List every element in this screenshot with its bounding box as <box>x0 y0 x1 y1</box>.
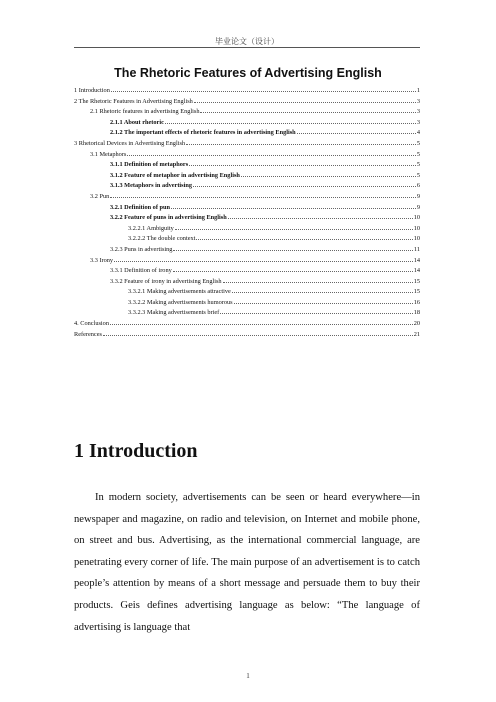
toc-entry-label: 3.3.2.2 Making advertisements humorous <box>128 298 233 306</box>
toc-leader-dots <box>173 250 412 251</box>
toc-entry-page: 14 <box>413 256 420 264</box>
page-header: 毕业论文（设计） <box>215 37 279 46</box>
toc-entry[interactable] <box>74 86 420 97</box>
toc-leader-dots <box>200 112 415 113</box>
toc-entry-label: 3.1.3 Metaphors in advertising <box>110 182 193 190</box>
toc-entry-page: 15 <box>413 277 420 285</box>
toc-entry-label: 3.2 Pun <box>90 192 110 200</box>
toc-entry-label: 3 Rhetorical Devices in Advertising English <box>74 139 186 147</box>
toc-entry-label: 3.2.2.1 Ambiguity <box>128 224 174 232</box>
toc-entry-label: 3.2.2.2 The double context <box>128 235 196 243</box>
section-heading: 1 Introduction <box>74 440 198 462</box>
toc-entry-page: 10 <box>413 235 420 243</box>
toc-entry[interactable] <box>74 277 420 288</box>
toc-leader-dots <box>193 186 416 187</box>
toc-entry[interactable] <box>74 245 420 256</box>
toc-entry-page: 5 <box>416 150 420 158</box>
toc-entry-label: 3.2.1 Definition of pun <box>110 203 171 211</box>
toc-entry[interactable] <box>74 330 420 341</box>
toc-entry-label: 3.3 Irony <box>90 256 114 264</box>
toc-leader-dots <box>220 313 412 314</box>
toc-entry-page: 9 <box>416 192 420 200</box>
toc-entry-page: 16 <box>413 298 420 306</box>
toc-entry-label: 3.3.1 Definition of irony <box>110 267 172 275</box>
toc-leader-dots <box>228 218 413 219</box>
toc-leader-dots <box>175 229 413 230</box>
toc-entry-page: 21 <box>413 330 420 338</box>
toc-entry[interactable] <box>74 319 420 330</box>
page-number: 1 <box>246 672 250 680</box>
toc-entry[interactable] <box>74 256 420 267</box>
toc-entry[interactable] <box>74 139 420 150</box>
toc-entry[interactable] <box>74 192 420 203</box>
toc-leader-dots <box>223 282 413 283</box>
toc-leader-dots <box>127 155 415 156</box>
toc-leader-dots <box>173 271 413 272</box>
toc-entry[interactable] <box>74 160 420 171</box>
toc-entry-page: 15 <box>413 288 420 296</box>
document-title: The Rhetoric Features of Advertising English <box>114 66 382 80</box>
toc-entry-page: 5 <box>416 161 420 169</box>
toc-entry[interactable] <box>74 171 420 182</box>
toc-entry-label: References <box>74 330 102 338</box>
toc-leader-dots <box>186 144 416 145</box>
toc-entry-label: 3.1 Metaphors <box>90 150 127 158</box>
toc-leader-dots <box>194 102 416 103</box>
toc-leader-dots <box>103 335 413 336</box>
toc-entry-label: 3.3.2 Feature of irony in advertising English <box>110 277 222 285</box>
toc-entry-page: 5 <box>416 139 420 147</box>
toc-entry-page: 20 <box>413 320 420 328</box>
toc-leader-dots <box>165 123 416 124</box>
toc-entry[interactable] <box>74 203 420 214</box>
header-divider <box>74 47 420 48</box>
toc-entry-label: 3.2.3 Puns in advertising <box>110 245 173 253</box>
toc-entry-page: 10 <box>413 224 420 232</box>
toc-entry[interactable] <box>74 97 420 108</box>
toc-entry-page: 10 <box>413 214 420 222</box>
toc-entry-label: 1 Introduction <box>74 87 110 94</box>
toc-entry-page: 4 <box>416 129 420 137</box>
toc-entry[interactable] <box>74 234 420 245</box>
toc-leader-dots <box>232 292 413 293</box>
toc-entry[interactable] <box>74 266 420 277</box>
toc-entry[interactable] <box>74 224 420 235</box>
toc-entry-label: 3.1.2 Feature of metaphor in advertising English <box>110 171 240 179</box>
toc-entry[interactable] <box>74 287 420 298</box>
toc-entry-label: 2.1 Rhetoric features in advertising English <box>90 108 200 116</box>
table-of-contents <box>74 86 420 340</box>
toc-entry-label: 4. Conclusion <box>74 320 109 328</box>
toc-entry-page: 9 <box>416 203 420 211</box>
toc-entry-label: 3.3.2.3 Making advertisements brief <box>128 309 220 317</box>
toc-entry-label: 2.1.2 The important effects of rhetoric features in advertising English <box>110 129 296 137</box>
toc-entry-page: 11 <box>413 245 420 253</box>
toc-entry-page: 3 <box>416 108 420 116</box>
body-paragraph: In modern society, advertisements can be seen or heard everywhere—in newspaper and magazine, on radio and television, on Internet and mobile phone, on street and bus. Advertising, as the international commercial language, are penetrating every corner of life. The main purpose of an advertisement is to catch people’s attention by means of a short message and persuade them to buy their products. Geis defines advertising language as below: “The language of advertising is language that <box>74 492 420 633</box>
toc-entry[interactable] <box>74 181 420 192</box>
toc-entry[interactable] <box>74 107 420 118</box>
toc-leader-dots <box>196 239 412 240</box>
toc-entry-label: 2 The Rhetoric Features in Advertising English <box>74 97 193 105</box>
toc-entry[interactable] <box>74 298 420 309</box>
toc-leader-dots <box>234 303 413 304</box>
toc-leader-dots <box>297 133 416 134</box>
toc-entry-label: 2.1.1 About rhetoric <box>110 118 164 126</box>
toc-entry-page: 5 <box>416 171 420 179</box>
toc-leader-dots <box>114 261 413 262</box>
toc-leader-dots <box>110 197 416 198</box>
toc-entry[interactable] <box>74 213 420 224</box>
toc-entry-page: 6 <box>416 182 420 190</box>
toc-entry[interactable] <box>74 118 420 129</box>
toc-entry-page: 18 <box>413 309 420 317</box>
toc-entry-page: 14 <box>413 267 420 275</box>
toc-leader-dots <box>171 208 416 209</box>
toc-entry-label: 3.2.2 Feature of puns in advertising English <box>110 214 227 222</box>
toc-entry-page: 1 <box>416 87 420 94</box>
toc-leader-dots <box>110 324 413 325</box>
toc-entry-page: 3 <box>416 118 420 126</box>
toc-leader-dots <box>189 165 416 166</box>
toc-entry-label: 3.3.2.1 Making advertisements attractive <box>128 288 231 296</box>
toc-entry[interactable] <box>74 128 420 139</box>
toc-leader-dots <box>241 176 416 177</box>
toc-entry[interactable] <box>74 308 420 319</box>
toc-entry[interactable] <box>74 150 420 161</box>
toc-leader-dots <box>111 91 416 92</box>
toc-entry-label: 3.1.1 Definition of metaphors <box>110 161 189 169</box>
toc-entry-page: 3 <box>416 97 420 105</box>
